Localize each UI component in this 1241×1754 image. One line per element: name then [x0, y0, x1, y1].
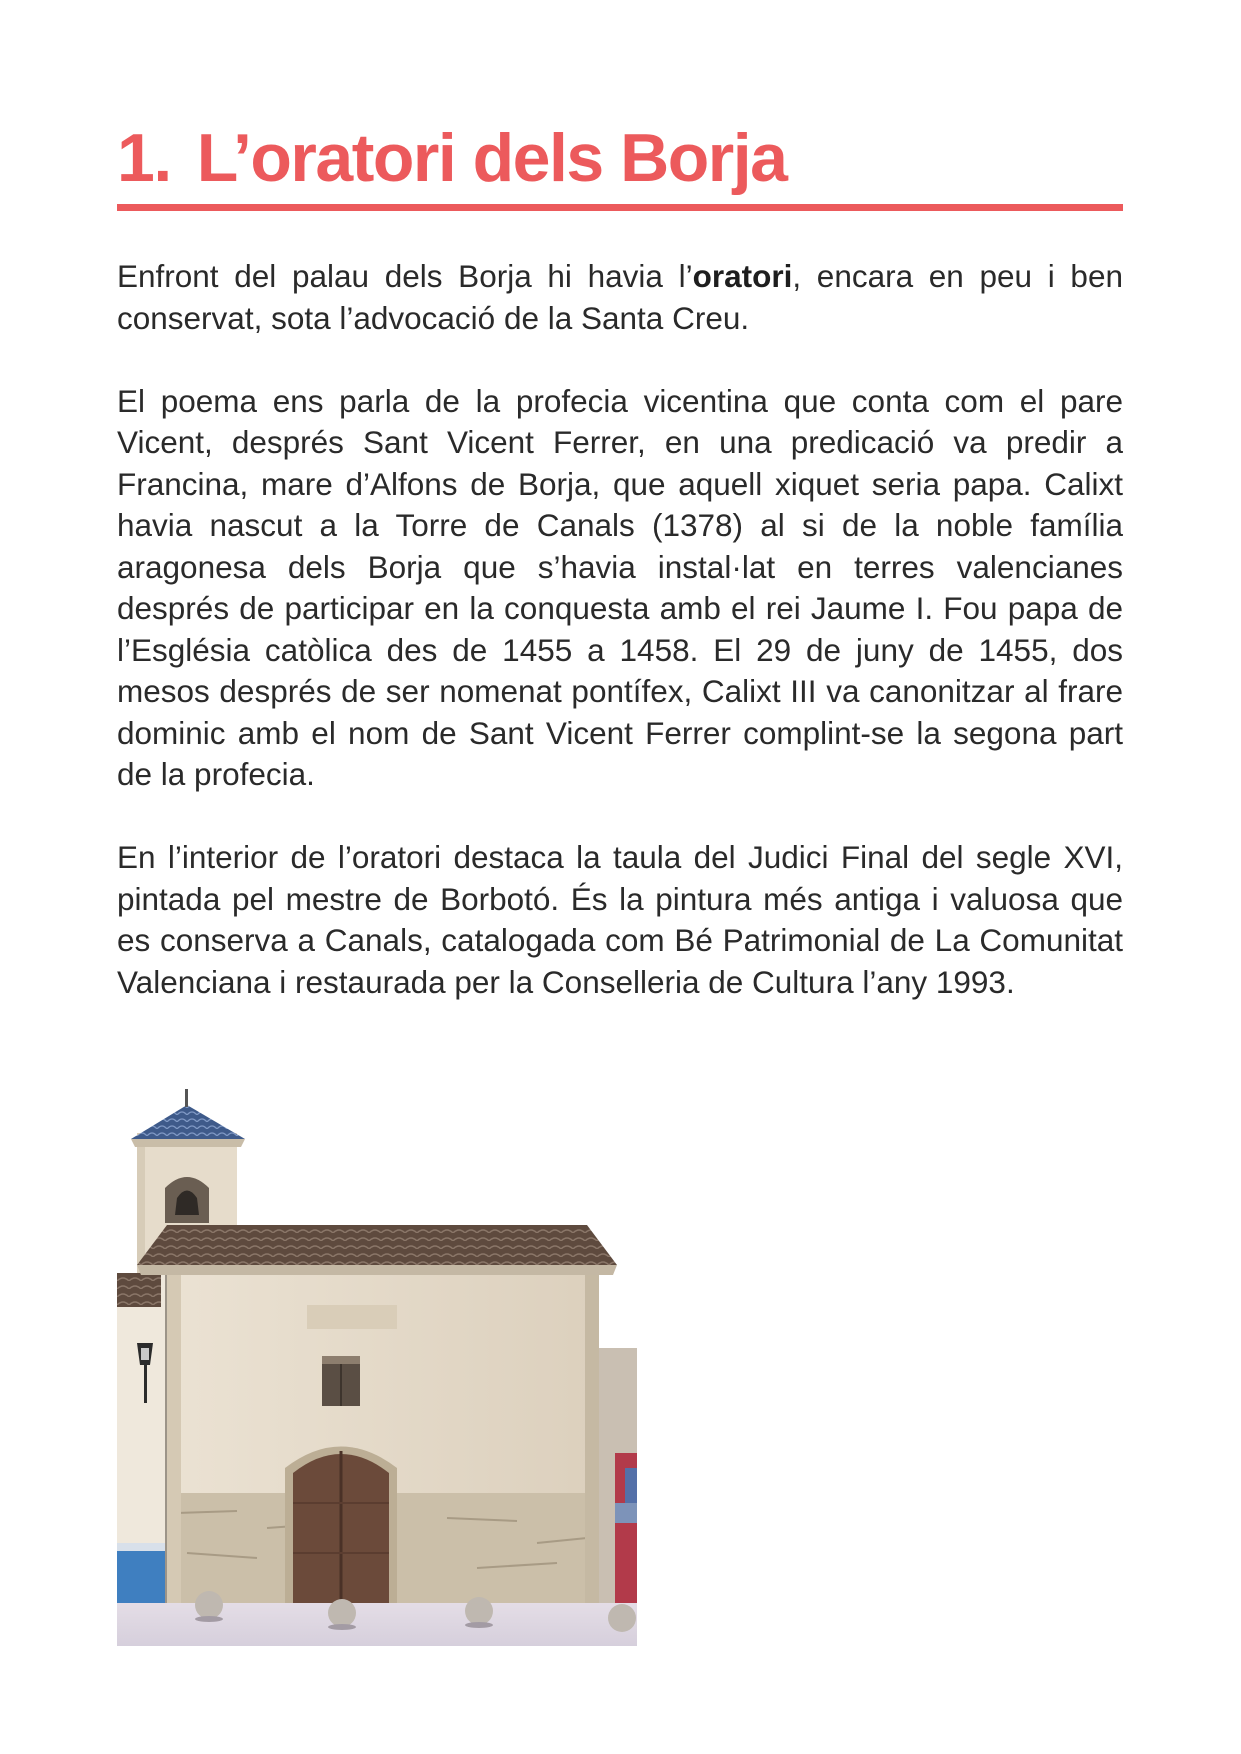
bold-term: oratori	[692, 258, 793, 294]
section-title: L’oratori dels Borja	[196, 120, 787, 196]
section-number: 1.	[117, 120, 171, 196]
paragraph-3: En l’interior de l’oratori destaca la taula del Judici Final del segle XVI, pintada pel mestre de Borbotó. És la pintura més antiga i valuosa que es conserva a Canals, catalogada com Bé Patrimonial de La Comunitat Valenciana i restaurada per la Conselleria de Cultura l’any 1993.	[117, 839, 1123, 1000]
paragraph-2: El poema ens parla de la profecia vicentina que conta com el pare Vicent, després Sant Vicent Ferrer, en una predicació va predir a Francina, mare d’Alfons de Borja, que aquell xiquet seria papa. Calixt havia nascut a la Torre de Canals (1378) al si de la noble família aragonesa dels Borja que s’havia instal·lat en terres valencianes després de participar en la conquesta amb el rei Jaume I. Fou papa de l’Església catòlica des de 1455 a 1458. El 29 de juny de 1455, dos mesos després de ser nomenat pontífex, Calixt III va canonitzar al frare dominic amb el nom de Sant Vicent Ferrer complint-se la segona part de la profecia.	[117, 382, 1123, 792]
paragraph-1: Enfront del palau dels Borja hi havia l’oratori, encara en peu i ben conservat, sota l’advocació de la Santa Creu.	[117, 258, 1123, 336]
body-text	[117, 256, 1123, 1045]
oratory-illustration	[117, 1073, 637, 1646]
oratory-photo	[117, 1073, 637, 1646]
title-underline	[117, 204, 1123, 211]
page-title	[117, 118, 786, 198]
